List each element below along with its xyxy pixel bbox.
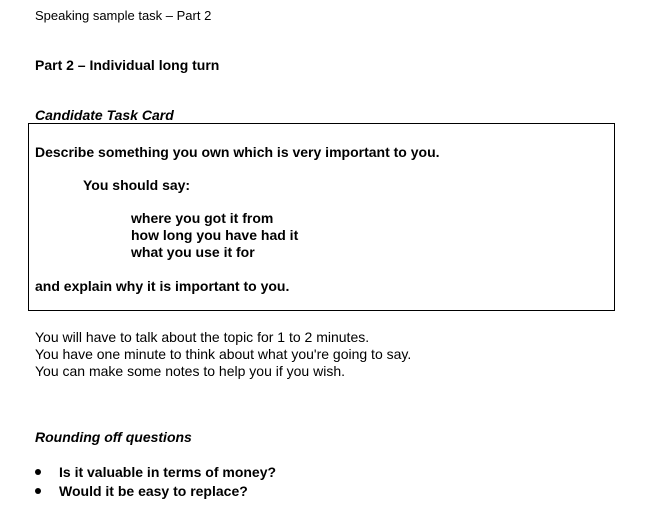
task-card-explain: and explain why it is important to you. (35, 278, 290, 294)
task-card-point: how long you have had it (131, 227, 299, 243)
rounding-off-question (35, 464, 276, 480)
task-card-point: what you use it for (131, 244, 255, 260)
bullet-icon (35, 488, 41, 494)
part-title: Part 2 – Individual long turn (35, 57, 220, 73)
rounding-off-title: Rounding off questions (35, 429, 192, 445)
bullet-icon (35, 469, 41, 475)
question-text: Is it valuable in terms of money? (59, 464, 277, 480)
question-text: Would it be easy to replace? (59, 483, 248, 499)
rounding-off-question (35, 483, 248, 499)
task-card-should-say: You should say: (83, 177, 191, 193)
task-card-prompt: Describe something you own which is very important to you. (35, 144, 440, 160)
task-card-point: where you got it from (131, 210, 274, 226)
task-card (28, 123, 615, 311)
instruction-line: You will have to talk about the topic for 1 to 2 minutes. (35, 329, 370, 345)
instruction-line: You have one minute to think about what you're going to say. (35, 346, 412, 362)
page-header: Speaking sample task – Part 2 (35, 8, 212, 23)
task-card-title: Candidate Task Card (35, 107, 174, 123)
instruction-line: You can make some notes to help you if you wish. (35, 363, 345, 379)
